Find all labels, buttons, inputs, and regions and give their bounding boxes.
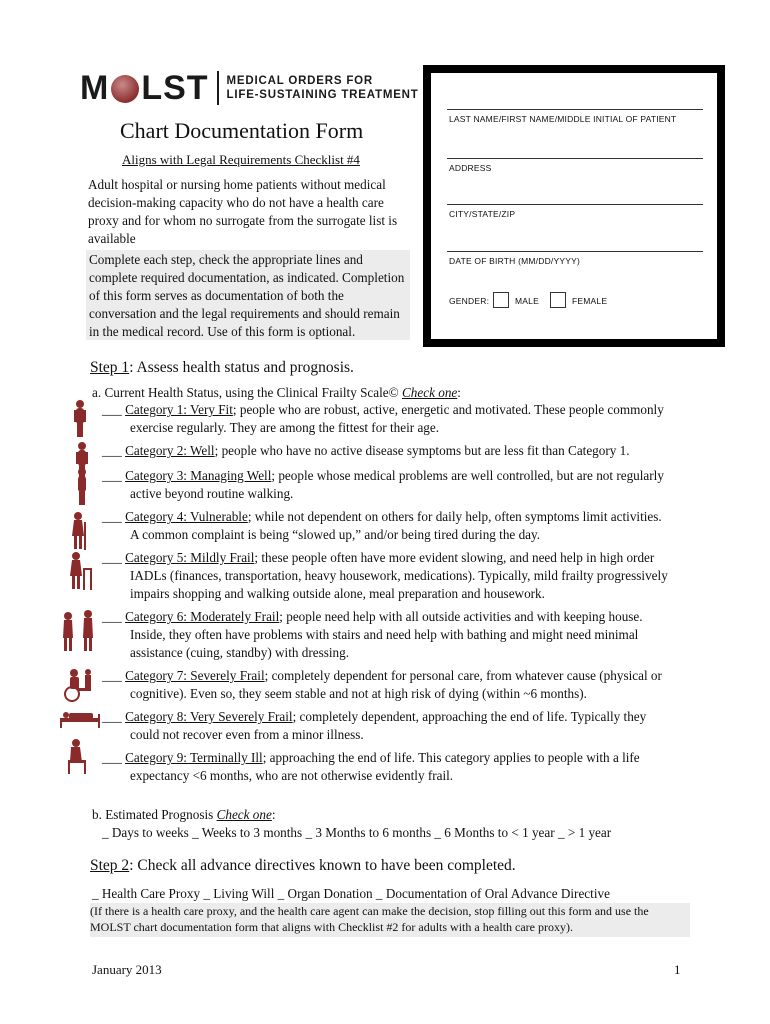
category-8-line1[interactable]	[102, 708, 646, 726]
category-7-blank[interactable]: ___	[102, 668, 126, 683]
category-1-name: Category 1: Very Fit	[125, 402, 233, 417]
colon-b: :	[271, 807, 276, 822]
category-3-line2	[130, 485, 293, 503]
category-9-name: Category 9: Terminally Ill	[125, 750, 263, 765]
category-6-line1[interactable]	[102, 608, 643, 626]
category-4-text-l2: A common complaint is being “slowed up,” and/or being tired during the day.	[130, 527, 541, 542]
step2-note-box	[90, 903, 690, 937]
city-field[interactable]	[447, 204, 703, 205]
category-1-text-l2: exercise regularly. They are among the fittest for their age.	[130, 420, 440, 435]
footer-date: January 2013	[92, 962, 162, 977]
category-6-text-l1: ; people need help with all outside activities and with keeping house.	[279, 609, 643, 624]
category-3-blank[interactable]: ___	[102, 468, 126, 483]
page-title: Chart Documentation Form	[120, 118, 364, 143]
name-label: LAST NAME/FIRST NAME/MIDDLE INITIAL OF PATIENT	[449, 114, 677, 124]
category-7-line2	[130, 685, 587, 703]
figure-icon-5	[70, 552, 92, 590]
category-2-text-l1: ; people who have no active disease symptoms but are less fit than Category 1.	[214, 443, 630, 458]
figure-icon-7	[65, 669, 91, 701]
female-checkbox[interactable]	[550, 292, 566, 308]
intro-text: Adult hospital or nursing home patients without medical decision-making capacity who do not have a health care proxy and for whom no surrogate from the surrogate list is available	[88, 177, 398, 246]
step1-prefix: Step 1	[90, 359, 130, 376]
figure-icon-9	[68, 739, 86, 774]
patient-info-box	[423, 65, 725, 347]
dob-field[interactable]	[447, 251, 703, 252]
category-5-name: Category 5: Mildly Frail	[125, 550, 255, 565]
instructions-box: Complete each step, check the appropriate lines and complete required documentation, as indicated. Completion of this form serves as documentation of both the conversation and the legal requirements and should remain in the medical record. Use of this form is optional.	[86, 250, 410, 340]
figure-icon-8	[60, 712, 100, 728]
category-3-text-l1: ; people whose medical problems are well controlled, but are not regularly	[271, 468, 664, 483]
category-6-blank[interactable]: ___	[102, 609, 126, 624]
check-one-b: Check one	[216, 807, 272, 822]
advance-directive-options[interactable]: _ Health Care Proxy _ Living Will _ Organ Donation _ Documentation of Oral Advance Directive	[92, 886, 610, 901]
step2-note-line2: MOLST chart documentation form that aligns with Checklist #2 for adults with a health care proxy).	[90, 920, 573, 934]
category-9-text-l2: expectancy <6 months, who are not otherwise evidently frail.	[130, 768, 454, 783]
category-3-text-l2: active beyond routine walking.	[130, 486, 294, 501]
step2-note-line1: (If there is a health care proxy, and the health care agent can make the decision, stop filling out this form and use the	[90, 904, 649, 918]
category-3-line1[interactable]	[102, 467, 664, 485]
city-label: CITY/STATE/ZIP	[449, 209, 516, 219]
figure-icon-3	[78, 468, 86, 505]
step1-a-line	[92, 384, 461, 402]
dob-label: DATE OF BIRTH (MM/DD/YYYY)	[449, 256, 580, 266]
male-checkbox[interactable]	[493, 292, 509, 308]
address-label: ADDRESS	[449, 163, 492, 173]
category-4-line2	[130, 526, 540, 544]
molst-logo	[80, 70, 419, 106]
category-4-text-l1: ; while not dependent on others for daily help, often symptoms limit activities.	[247, 509, 662, 524]
category-1-text-l1: ; people who are robust, active, energetic and motivated. These people commonly	[232, 402, 664, 417]
category-7-text-l2: cognitive). Even so, they seem stable and not at high risk of dying (within ~6 months).	[130, 686, 587, 701]
category-1-line2	[130, 419, 439, 437]
step1-heading	[90, 359, 354, 377]
step1-b-text: b. Estimated Prognosis	[92, 807, 217, 822]
category-8-line2	[130, 726, 364, 744]
logo-letter-m: M	[80, 69, 110, 107]
category-5-line2	[130, 567, 668, 585]
category-2-line1[interactable]	[102, 442, 630, 460]
category-1-line1[interactable]	[102, 401, 664, 419]
logo-subtitle	[227, 74, 419, 102]
step1-a-text: a. Current Health Status, using the Clinical Frailty Scale©	[92, 385, 402, 400]
category-8-name: Category 8: Very Severely Frail	[125, 709, 293, 724]
category-5-text-l1: ; these people often have more evident slowing, and need help in high order	[254, 550, 655, 565]
name-field[interactable]	[447, 109, 703, 110]
category-2-name: Category 2: Well	[125, 443, 215, 458]
category-6-text-l3: assistance (cuing, standby) with dressing.	[130, 645, 350, 660]
category-9-text-l1: ; approaching the end of life. This category applies to people with a life	[262, 750, 640, 765]
category-5-line3	[130, 585, 545, 603]
step2-heading-text: : Check all advance directives known to have been completed.	[129, 857, 516, 874]
category-7-name: Category 7: Severely Frail	[125, 668, 265, 683]
category-9-line2	[130, 767, 453, 785]
figure-icon-6	[63, 610, 93, 651]
category-5-blank[interactable]: ___	[102, 550, 126, 565]
logo-sub-line2: LIFE-SUSTAINING TREATMENT	[226, 89, 419, 101]
figure-icon-4	[72, 512, 86, 550]
logo-letters-lst: LST	[141, 69, 209, 107]
category-8-blank[interactable]: ___	[102, 709, 126, 724]
male-label: MALE	[515, 296, 539, 306]
category-2-blank[interactable]: ___	[102, 443, 126, 458]
category-9-blank[interactable]: ___	[102, 750, 126, 765]
category-5-text-l3: impairs shopping and walking outside alone, meal preparation and housework.	[130, 586, 545, 601]
category-1-blank[interactable]: ___	[102, 402, 126, 417]
category-4-name: Category 4: Vulnerable	[125, 509, 248, 524]
category-8-text-l2: could not recover even from a minor illness.	[130, 727, 364, 742]
category-7-text-l1: ; completely dependent for personal care, from whatever cause (physical or	[264, 668, 662, 683]
category-8-text-l1: ; completely dependent, approaching the end of life. Typically they	[292, 709, 647, 724]
colon-a: :	[457, 385, 461, 400]
globe-icon	[111, 75, 139, 103]
category-7-line1[interactable]	[102, 667, 662, 685]
frailty-figures	[60, 398, 108, 778]
category-5-line1[interactable]	[102, 549, 654, 567]
category-3-name: Category 3: Managing Well	[125, 468, 272, 483]
category-4-line1[interactable]	[102, 508, 662, 526]
category-6-line3	[130, 644, 349, 662]
figure-icon-1	[74, 400, 86, 437]
logo-sub-line1: MEDICAL ORDERS FOR	[226, 75, 373, 87]
logo-wordmark	[80, 71, 209, 105]
category-6-text-l2: Inside, they often have problems with stairs and need help with bathing and might need minimal	[130, 627, 639, 642]
step1-heading-text: : Assess health status and prognosis.	[129, 359, 354, 376]
page-number: 1	[674, 962, 681, 977]
category-4-blank[interactable]: ___	[102, 509, 126, 524]
gender-label: GENDER:	[449, 296, 490, 306]
step1-b-line	[92, 806, 276, 824]
category-6-name: Category 6: Moderately Frail	[125, 609, 280, 624]
category-5-text-l2: IADLs (finances, transportation, heavy housework, medications). Typically, mild frailty progressively	[130, 568, 668, 583]
female-label: FEMALE	[572, 296, 608, 306]
page-subtitle: Aligns with Legal Requirements Checklist #4	[122, 152, 360, 167]
step2-heading	[90, 857, 516, 875]
check-one-a: Check one	[401, 385, 458, 400]
category-6-line2	[130, 626, 638, 644]
logo-divider	[217, 71, 219, 105]
prognosis-options[interactable]: _ Days to weeks _ Weeks to 3 months _ 3 Months to 6 months _ 6 Months to < 1 year _ > 1 year	[102, 825, 612, 840]
step2-prefix: Step 2	[90, 857, 130, 874]
address-field[interactable]	[447, 158, 703, 159]
category-9-line1[interactable]	[102, 749, 640, 767]
